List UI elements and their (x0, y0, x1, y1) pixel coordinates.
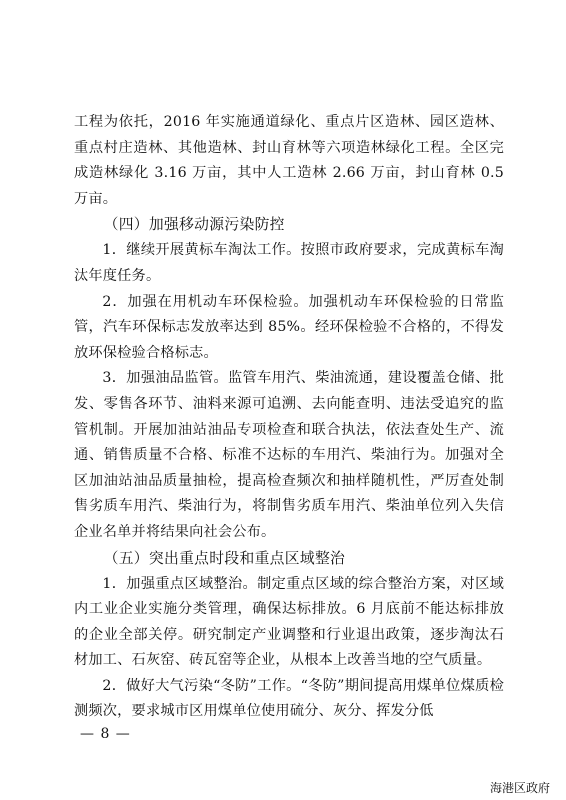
page-number: — 8 — (80, 726, 131, 742)
paragraph-item-5-2: 2．做好大气污染“冬防”工作。“冬防”期间提高用煤单位煤质检测频次，要求城市区用煤单位使用硫分、灰分、挥发分低 (74, 677, 504, 720)
paragraph-item-5-1: 1．加强重点区域整治。制定重点区域的综合整治方案，对区域内工业企业实施分类管理，确保达标排放。6 月底前不能达标排放的企业全部关停。研究制定产业调整和行业退出政策，逐步淘汰石材加工、石灰窑、砖瓦窑等企业，从根本上改善当地的空气质量。 (74, 575, 504, 669)
source-watermark: 海港区政府 (489, 781, 550, 795)
paragraph-item-4-1: 1．继续开展黄标车淘汰工作。按照市政府要求，完成黄标车淘汰年度任务。 (74, 242, 504, 284)
document-body (74, 110, 504, 725)
section-heading-4: （四）加强移动源污染防控 (103, 216, 285, 234)
section-heading-5: （五）突出重点时段和重点区域整治 (103, 549, 346, 567)
paragraph-item-4-2: 2．加强在用机动车环保检验。加强机动车环保检验的日常监管，汽车环保标志发放率达到 85%。经环保检验不合格的，不得发放环保检验合格标志。 (74, 293, 504, 361)
paragraph-continued: 工程为依托，2016 年实施通道绿化、重点片区造林、园区造林、重点村庄造林、其他造林、封山育林等六项造林绿化工程。全区完成造林绿化 3.16 万亩，其中人工造林 2.66 万亩，封山育林 0.5 万亩。 (74, 114, 504, 207)
paragraph-item-4-3: 3．加强油品监管。监管车用汽、柴油流通，建设覆盖仓储、批发、零售各环节、油料来源可追溯、去向能查明、违法受追究的监管机制。开展加油站油品专项检查和联合执法，依法查处生产、流通、销售质量不合格、标准不达标的车用汽、柴油行为。加强对全区加油站油品质量抽检，提高检查频次和抽样随机性，严厉查处制售劣质车用汽、柴油行为，将制售劣质车用汽、柴油单位列入失信企业名单并将结果向社会公布。 (74, 370, 504, 540)
